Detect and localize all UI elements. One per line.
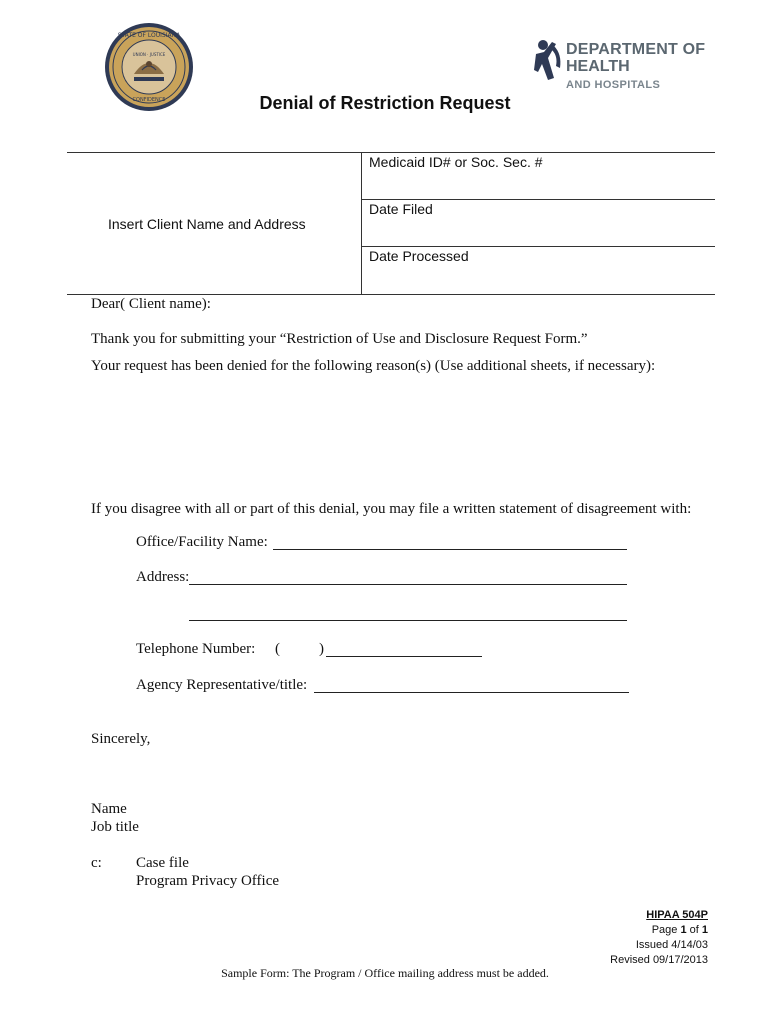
table-row-divider — [361, 199, 715, 200]
dhh-figure-icon — [534, 38, 566, 82]
dhh-logo — [566, 42, 705, 91]
form-info — [610, 908, 708, 968]
date-filed-field[interactable]: Date Filed — [369, 201, 433, 217]
phone-open-paren: ( — [275, 641, 280, 657]
form-id: HIPAA 504P — [646, 909, 708, 921]
table-bottom-border — [67, 294, 715, 295]
medicaid-id-field[interactable]: Medicaid ID# or Soc. Sec. # — [369, 154, 543, 170]
paragraph-disagree: If you disagree with all or part of this denial, you may file a written statement of disagreement with: — [91, 501, 692, 517]
signer-job-title: Job title — [91, 819, 139, 835]
dhh-logo-line2: HEALTH — [566, 58, 630, 75]
date-processed-field[interactable]: Date Processed — [369, 248, 469, 264]
seal-ring-text: STATE OF LOUISIANA — [117, 32, 181, 39]
revised-date: Revised 09/17/2013 — [610, 954, 708, 966]
office-facility-label: Office/Facility Name: — [136, 534, 268, 550]
dhh-logo-line1: DEPARTMENT OF — [566, 41, 706, 58]
page-title: Denial of Restriction Request — [259, 93, 511, 113]
table-divider — [361, 152, 362, 294]
telephone-label: Telephone Number: — [136, 641, 256, 657]
address-label: Address: — [136, 569, 190, 585]
page-number: Page 1 of 1 — [651, 924, 708, 936]
address-line-2[interactable] — [189, 620, 627, 621]
table-row-divider — [361, 246, 715, 247]
phone-close-paren: ) — [319, 641, 324, 657]
dhh-logo-line3: AND HOSPITALS — [566, 79, 661, 91]
issued-date: Issued 4/14/03 — [635, 939, 708, 951]
cc-case-file: Case file — [136, 855, 189, 871]
paragraph-denied: Your request has been denied for the following reason(s) (Use additional sheets, if necessary): — [91, 358, 656, 374]
footer-note: Sample Form: The Program / Office mailing address must be added. — [221, 966, 549, 980]
seal-bottom-text: CONFIDENCE — [132, 97, 166, 103]
office-facility-line[interactable] — [273, 549, 627, 550]
table-top-border — [67, 152, 715, 153]
seal-motto: UNION · JUSTICE — [132, 52, 166, 57]
paragraph-thanks: Thank you for submitting your “Restriction of Use and Disclosure Request Form.” — [91, 331, 588, 347]
signer-name: Name — [91, 801, 127, 817]
agency-rep-line[interactable] — [314, 692, 629, 693]
telephone-line[interactable] — [326, 656, 482, 657]
cc-label: c: — [91, 855, 102, 871]
closing: Sincerely, — [91, 731, 151, 747]
agency-rep-label: Agency Representative/title: — [136, 677, 308, 693]
cc-privacy-office: Program Privacy Office — [136, 873, 280, 889]
client-name-address-field[interactable]: Insert Client Name and Address — [108, 216, 306, 232]
salutation: Dear( Client name): — [91, 296, 211, 312]
address-line-1[interactable] — [189, 584, 627, 585]
